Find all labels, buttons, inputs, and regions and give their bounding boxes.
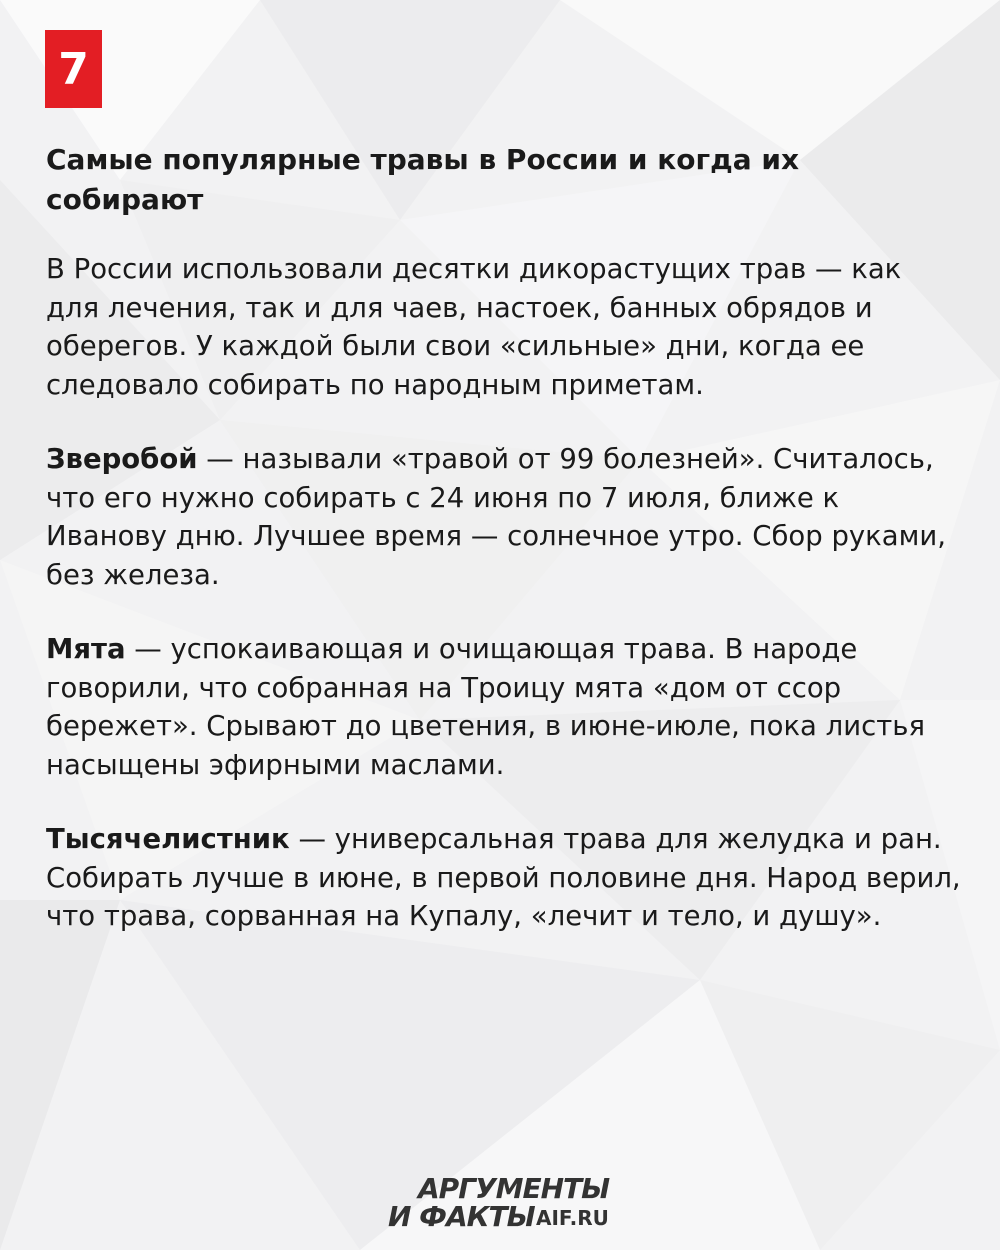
intro-paragraph: В России использовали десятки дикорастущих трав — как для лечения, так и для чаев, настоек, банных обрядов и оберегов. У каждой были свои «сильные» дни, когда ее следовало собирать по народным приметам. <box>46 253 902 401</box>
herb-name: Зверобой <box>46 443 198 475</box>
slide-number-badge <box>45 30 102 108</box>
herb-description: — успокаивающая и очищающая трава. В народе говорили, что собранная на Троицу мята «дом от ссор бережет». Срывают до цветения, в июне-июле, пока листья насыщены эфирными маслами. <box>46 633 925 781</box>
article-body <box>46 250 961 972</box>
logo-line-1: АРГУМЕНТЫ <box>418 1172 610 1205</box>
herb-paragraph-tysyachelistnik <box>46 820 961 936</box>
herb-name: Мята <box>46 633 126 665</box>
herb-paragraph-zveroboy <box>46 440 961 594</box>
logo-line-2: И ФАКТЫ <box>388 1200 535 1233</box>
page-title: Самые популярные травы в России и когда их собирают <box>46 143 800 216</box>
slide-number: 7 <box>58 43 89 95</box>
herb-paragraph-myata <box>46 630 961 784</box>
herb-description: — универсальная трава для желудка и ран. Собирать лучше в июне, в первой половине дня. Народ верил, что трава, сорванная на Купалу, «лечит и тело, и душу». <box>46 823 961 932</box>
aif-logo <box>388 1172 638 1232</box>
herb-description: — называли «травой от 99 болезней». Считалось, что его нужно собирать с 24 июня по 7 июля, ближе к Иванову дню. Лучшее время — солнечное утро. Сбор руками, без железа. <box>46 443 947 591</box>
herb-name: Тысячелистник <box>46 823 290 855</box>
logo-domain: AIF.RU <box>536 1206 609 1230</box>
